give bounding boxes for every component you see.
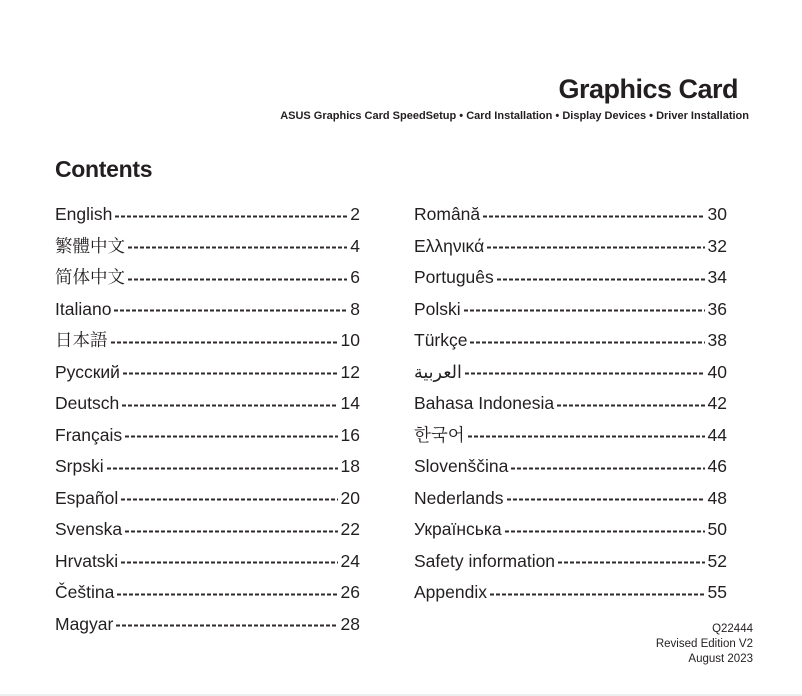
toc-entry-label: Ελληνικά: [414, 235, 485, 256]
toc-entry-page: 8: [350, 298, 360, 319]
toc-entry-label: Čeština: [55, 582, 115, 602]
toc-entry: [55, 294, 360, 326]
toc-leader-dashes: [107, 467, 338, 469]
toc-entry: [55, 199, 360, 231]
toc-entry-page: 2: [350, 204, 360, 224]
toc-leader-dashes: [470, 341, 704, 343]
toc-leader-dashes: [122, 404, 337, 406]
toc-leader-dashes: [114, 310, 347, 312]
toc-entry: [414, 199, 727, 231]
toc-entry-page: 6: [350, 267, 360, 287]
toc-leader-dashes: [121, 499, 337, 501]
toc-leader-dashes: [121, 562, 337, 564]
toc-entry-page: 22: [340, 519, 360, 539]
toc-entry-label: 简体中文: [55, 267, 125, 287]
toc-entry: [55, 231, 360, 263]
toc-leader-dashes: [115, 215, 347, 217]
table-of-contents: [55, 199, 727, 640]
toc-entry: [55, 514, 360, 546]
toc-entry-page: 12: [340, 361, 360, 382]
toc-entry: [414, 262, 727, 294]
toc-entry-label: Appendix: [414, 582, 487, 602]
toc-entry: [414, 325, 727, 357]
toc-entry-page: 34: [707, 267, 727, 287]
toc-entry-label: Română: [414, 204, 481, 224]
toc-entry: [414, 294, 727, 326]
toc-leader-dashes: [558, 562, 704, 564]
toc-leader-dashes: [123, 373, 338, 375]
toc-entry-label: 한국어: [414, 424, 465, 445]
toc-entry-label: Español: [55, 487, 119, 508]
toc-entry-label: Svenska: [55, 519, 123, 539]
toc-entry-page: 28: [340, 613, 360, 634]
toc-entry: [55, 483, 360, 515]
toc-entry-page: 52: [707, 550, 727, 571]
toc-entry: [414, 420, 727, 452]
toc-entry-label: Nederlands: [414, 487, 504, 508]
toc-leader-dashes: [464, 310, 705, 312]
toc-leader-dashes: [490, 593, 705, 595]
toc-entry-page: 44: [707, 424, 727, 445]
toc-entry-label: Polski: [414, 298, 461, 319]
footer-date: August 2023: [688, 653, 753, 665]
document-title: Graphics Card: [558, 74, 738, 104]
toc-entry-label: 繁體中文: [55, 235, 125, 256]
document-subtitle: ASUS Graphics Card SpeedSetup • Card Installation • Display Devices • Driver Installation: [280, 110, 749, 122]
toc-entry-page: 50: [707, 519, 727, 539]
toc-entry: [55, 420, 360, 452]
toc-entry-page: 48: [707, 487, 727, 508]
toc-leader-dashes: [465, 373, 705, 375]
toc-leader-dashes: [125, 530, 337, 532]
contents-heading: Contents: [55, 156, 153, 182]
toc-leader-dashes: [557, 404, 704, 406]
toc-entry-label: Hrvatski: [55, 550, 119, 571]
toc-entry: [55, 577, 360, 609]
toc-entry-page: 14: [340, 393, 360, 413]
toc-leader-dashes: [507, 499, 705, 501]
toc-leader-dashes: [468, 436, 705, 438]
toc-leader-dashes: [497, 278, 705, 280]
toc-entry-page: 46: [707, 456, 727, 476]
toc-entry: [414, 231, 727, 263]
toc-entry: [414, 483, 727, 515]
toc-entry-label: 日本語: [55, 330, 108, 350]
toc-entry: [55, 325, 360, 357]
toc-leader-dashes: [128, 278, 347, 280]
toc-entry-label: Português: [414, 267, 494, 287]
page-footer: [656, 622, 753, 667]
toc-leader-dashes: [116, 625, 337, 627]
toc-entry-page: 24: [340, 550, 360, 571]
toc-entry-page: 26: [340, 582, 360, 602]
toc-entry: [55, 451, 360, 483]
toc-leader-dashes: [505, 530, 705, 532]
toc-entry-label: English: [55, 204, 113, 224]
toc-entry-label: Italiano: [55, 298, 112, 319]
toc-right-column: [414, 199, 727, 640]
toc-leader-dashes: [125, 436, 337, 438]
toc-entry-page: 30: [707, 204, 727, 224]
toc-entry-label: Русский: [55, 361, 120, 382]
toc-entry-label: Srpski: [55, 456, 104, 476]
toc-entry-label: Magyar: [55, 613, 114, 634]
toc-entry-page: 4: [350, 235, 360, 256]
footer-part-number: Q22444: [712, 623, 753, 635]
toc-entry-label: العربية: [414, 361, 462, 382]
toc-entry-label: Safety information: [414, 550, 556, 571]
toc-entry: [414, 577, 727, 609]
toc-entry: [55, 262, 360, 294]
toc-leader-dashes: [117, 593, 337, 595]
toc-leader-dashes: [111, 341, 338, 343]
toc-entry: [414, 546, 727, 578]
toc-leader-dashes: [128, 247, 347, 249]
toc-leader-dashes: [487, 247, 704, 249]
toc-entry-label: Bahasa Indonesia: [414, 393, 555, 413]
toc-leader-dashes: [511, 467, 704, 469]
toc-entry-page: 42: [707, 393, 727, 413]
toc-entry-label: Slovenščina: [414, 456, 509, 476]
toc-entry-page: 16: [340, 424, 360, 445]
toc-entry: [414, 451, 727, 483]
toc-entry-page: 55: [707, 582, 727, 602]
toc-entry-page: 36: [707, 298, 727, 319]
toc-entry: [55, 357, 360, 389]
toc-entry-label: Українська: [414, 519, 502, 539]
footer-edition: Revised Edition V2: [655, 638, 753, 650]
toc-entry: [55, 609, 360, 641]
toc-entry-page: 32: [707, 235, 727, 256]
toc-entry-page: 38: [707, 330, 727, 350]
toc-entry-label: Français: [55, 424, 123, 445]
toc-entry: [414, 514, 727, 546]
toc-leader-dashes: [483, 215, 704, 217]
toc-entry-page: 40: [707, 361, 727, 382]
toc-entry-page: 10: [340, 330, 360, 350]
toc-entry: [414, 357, 727, 389]
toc-entry: [55, 546, 360, 578]
toc-entry-page: 20: [340, 487, 360, 508]
page-header: [280, 74, 749, 122]
toc-entry: [414, 388, 727, 420]
toc-left-column: [55, 199, 360, 640]
toc-entry: [55, 388, 360, 420]
toc-entry-page: 18: [340, 456, 360, 476]
toc-entry-label: Türkçe: [414, 330, 468, 350]
toc-entry-label: Deutsch: [55, 393, 120, 413]
